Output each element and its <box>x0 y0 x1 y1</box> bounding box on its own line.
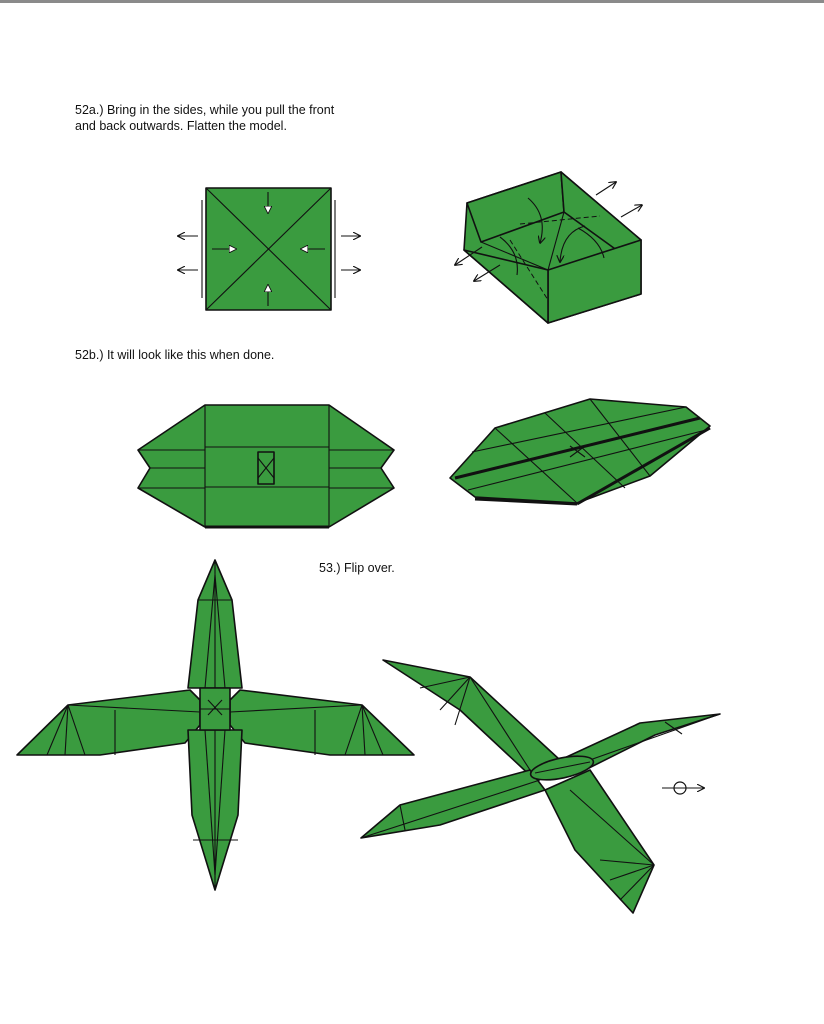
step-52a-square-diagram <box>178 188 360 310</box>
step-52b-perspective-diagram <box>450 399 710 504</box>
step-53-bird-perspective-diagram <box>361 660 720 913</box>
step-52b-flat-diagram <box>138 405 394 527</box>
step-53-caption: 53.) Flip over. <box>319 561 395 575</box>
pull-arrow-icon <box>621 205 642 217</box>
step-52a-box-diagram <box>455 172 642 323</box>
flip-over-icon <box>662 782 704 794</box>
step-53-bird-flat-diagram <box>17 560 414 890</box>
pull-arrow-icon <box>596 182 616 195</box>
step-52b-caption: 52b.) It will look like this when done. <box>75 348 275 362</box>
step-52a-caption: 52a.) Bring in the sides, while you pull the front and back outwards. Flatten the model. <box>75 103 335 133</box>
